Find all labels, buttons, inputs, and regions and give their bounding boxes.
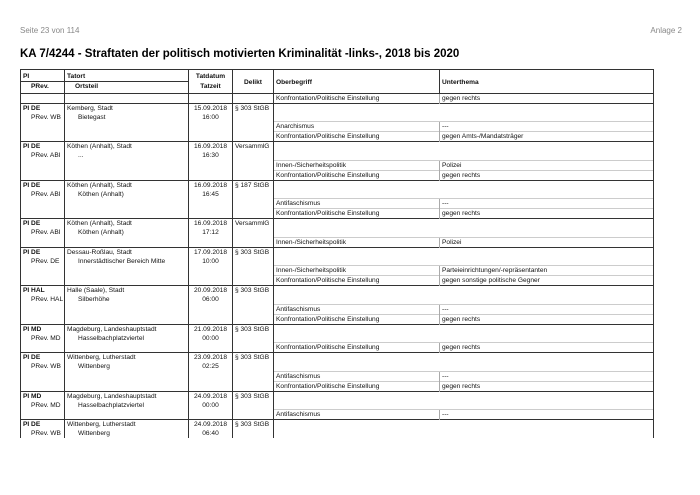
tatort-cell: Magdeburg, Landeshauptstadt [65, 324, 189, 334]
empty-cell [189, 160, 233, 170]
empty-cell [233, 266, 274, 276]
table-row [21, 160, 654, 170]
tatzeit-cell: 16:30 [189, 151, 233, 160]
table-row [21, 324, 654, 334]
col-header-oberbegriff: Oberbegriff [274, 70, 440, 94]
oberbegriff-cell: Antifaschismus [274, 199, 440, 209]
empty-cell [233, 170, 274, 180]
empty-cell [233, 304, 274, 314]
ortsteil-cell: Köthen (Anhalt) [65, 228, 189, 237]
empty-cell [440, 429, 654, 438]
empty-cell [274, 142, 440, 152]
tatort-cell: Köthen (Anhalt), Stadt [65, 180, 189, 190]
empty-cell [233, 228, 274, 237]
table-row [21, 142, 654, 152]
empty-cell [274, 286, 440, 296]
empty-cell [65, 276, 189, 286]
empty-cell [440, 362, 654, 371]
tatdatum-cell: 23.09.2018 [189, 353, 233, 363]
tatzeit-cell: 00:00 [189, 334, 233, 343]
empty-cell [189, 199, 233, 209]
pi-cell: PI HAL [21, 286, 65, 296]
page-number: Seite 23 von 114 [20, 26, 80, 35]
prev-cell: PRev. HAL [21, 295, 65, 304]
empty-cell [21, 237, 65, 247]
delikt-cell: VersammlG [233, 219, 274, 229]
empty-cell [189, 170, 233, 180]
ortsteil-cell: Bietegast [65, 113, 189, 122]
table-row [21, 334, 654, 343]
pi-cell: PI DE [21, 180, 65, 190]
empty-cell [21, 93, 65, 103]
oberbegriff-cell: Konfrontation/Politische Einstellung [274, 170, 440, 180]
empty-cell [65, 266, 189, 276]
empty-cell [189, 266, 233, 276]
oberbegriff-cell: Innen-/Sicherheitspolitik [274, 160, 440, 170]
table-row [21, 113, 654, 122]
table-row [21, 103, 654, 113]
empty-cell [440, 334, 654, 343]
table-row [21, 391, 654, 401]
delikt-cell: VersammlG [233, 142, 274, 152]
tatdatum-cell: 16.09.2018 [189, 142, 233, 152]
delikt-cell: § 303 StGB [233, 391, 274, 401]
oberbegriff-cell: Konfrontation/Politische Einstellung [274, 381, 440, 391]
empty-cell [274, 334, 440, 343]
empty-cell [233, 132, 274, 142]
empty-cell [233, 199, 274, 209]
table-row [21, 286, 654, 296]
empty-cell [21, 170, 65, 180]
empty-cell [65, 381, 189, 391]
empty-cell [65, 122, 189, 132]
tatort-cell: Köthen (Anhalt), Stadt [65, 142, 189, 152]
table-row [21, 276, 654, 286]
pi-cell: PI DE [21, 353, 65, 363]
unterthema-cell: Parteieinrichtungen/-repräsentanten [440, 266, 654, 276]
col-header-tatdatum: Tatdatum [189, 70, 233, 82]
delikt-cell: § 303 StGB [233, 324, 274, 334]
prev-cell: PRev. ABI [21, 151, 65, 160]
delikt-cell: § 303 StGB [233, 286, 274, 296]
unterthema-cell: gegen Amts-/Mandatsträger [440, 132, 654, 142]
unterthema-cell: Polizei [440, 160, 654, 170]
empty-cell [440, 247, 654, 257]
empty-cell [274, 103, 440, 113]
empty-cell [274, 190, 440, 199]
col-header-unterthema: Unterthema [440, 70, 654, 94]
tatort-cell: Dessau-Roßlau, Stadt [65, 247, 189, 257]
empty-cell [189, 304, 233, 314]
oberbegriff-cell: Innen-/Sicherheitspolitik [274, 266, 440, 276]
empty-cell [21, 122, 65, 132]
ortsteil-cell: ... [65, 151, 189, 160]
empty-cell [233, 429, 274, 438]
unterthema-cell: --- [440, 371, 654, 381]
empty-cell [274, 228, 440, 237]
table-row [21, 343, 654, 353]
empty-cell [21, 132, 65, 142]
empty-cell [65, 410, 189, 420]
empty-cell [21, 199, 65, 209]
empty-cell [233, 410, 274, 420]
unterthema-cell: --- [440, 304, 654, 314]
col-header-ortsteil: Ortsteil [65, 82, 189, 94]
table-row [21, 209, 654, 219]
empty-cell [274, 295, 440, 304]
empty-cell [65, 343, 189, 353]
empty-cell [274, 247, 440, 257]
table-row [21, 353, 654, 363]
empty-cell [233, 362, 274, 371]
tatort-cell: Kemberg, Stadt [65, 103, 189, 113]
empty-cell [440, 401, 654, 410]
tatdatum-cell: 15.09.2018 [189, 103, 233, 113]
table-body [21, 93, 654, 438]
col-header-pi: PI [21, 70, 65, 82]
empty-cell [440, 113, 654, 122]
empty-cell [65, 237, 189, 247]
empty-cell [440, 257, 654, 266]
empty-cell [189, 314, 233, 324]
table-row [21, 247, 654, 257]
empty-cell [440, 353, 654, 363]
table-row [21, 93, 654, 103]
col-header-delikt: Delikt [233, 70, 274, 94]
tatzeit-cell: 02:25 [189, 362, 233, 371]
table-row [21, 429, 654, 438]
empty-cell [189, 410, 233, 420]
tatdatum-cell: 16.09.2018 [189, 180, 233, 190]
empty-cell [440, 190, 654, 199]
unterthema-cell: Polizei [440, 237, 654, 247]
table-row [21, 371, 654, 381]
table-row [21, 266, 654, 276]
oberbegriff-cell: Antifaschismus [274, 371, 440, 381]
empty-cell [65, 209, 189, 219]
empty-cell [189, 132, 233, 142]
document-title: KA 7/4244 - Straftaten der politisch motivierten Kriminalität -links-, 2018 bis 2020 [20, 48, 460, 60]
empty-cell [189, 122, 233, 132]
unterthema-cell: gegen sonstige politische Gegner [440, 276, 654, 286]
prev-cell: PRev. ABI [21, 190, 65, 199]
table-row [21, 257, 654, 266]
pi-cell: PI DE [21, 142, 65, 152]
table-row [21, 132, 654, 142]
oberbegriff-cell: Konfrontation/Politische Einstellung [274, 209, 440, 219]
oberbegriff-cell: Konfrontation/Politische Einstellung [274, 132, 440, 142]
oberbegriff-cell: Antifaschismus [274, 304, 440, 314]
crime-table [20, 69, 654, 438]
empty-cell [233, 209, 274, 219]
unterthema-cell: gegen rechts [440, 381, 654, 391]
empty-cell [189, 343, 233, 353]
empty-cell [21, 343, 65, 353]
unterthema-cell: gegen rechts [440, 343, 654, 353]
empty-cell [233, 151, 274, 160]
table-row [21, 314, 654, 324]
tatzeit-cell: 16:45 [189, 190, 233, 199]
delikt-cell: § 303 StGB [233, 353, 274, 363]
empty-cell [233, 295, 274, 304]
oberbegriff-cell: Konfrontation/Politische Einstellung [274, 314, 440, 324]
empty-cell [65, 314, 189, 324]
tatzeit-cell: 06:00 [189, 295, 233, 304]
tatort-cell: Wittenberg, Lutherstadt [65, 420, 189, 430]
empty-cell [233, 276, 274, 286]
empty-cell [274, 113, 440, 122]
empty-cell [189, 93, 233, 103]
empty-cell [440, 420, 654, 430]
empty-cell [233, 113, 274, 122]
ortsteil-cell: Silberhöhe [65, 295, 189, 304]
empty-cell [274, 401, 440, 410]
empty-cell [233, 334, 274, 343]
empty-cell [274, 257, 440, 266]
oberbegriff-cell: Anarchismus [274, 122, 440, 132]
empty-cell [233, 401, 274, 410]
tatort-cell: Köthen (Anhalt), Stadt [65, 219, 189, 229]
empty-cell [65, 304, 189, 314]
empty-cell [440, 219, 654, 229]
tatzeit-cell: 06:40 [189, 429, 233, 438]
empty-cell [21, 160, 65, 170]
empty-cell [233, 190, 274, 199]
table-row [21, 362, 654, 371]
empty-cell [274, 391, 440, 401]
empty-cell [274, 219, 440, 229]
empty-cell [274, 151, 440, 160]
tatzeit-cell: 10:00 [189, 257, 233, 266]
ortsteil-cell: Wittenberg [65, 362, 189, 371]
tatdatum-cell: 20.09.2018 [189, 286, 233, 296]
oberbegriff-cell: Antifaschismus [274, 410, 440, 420]
unterthema-cell: gegen rechts [440, 170, 654, 180]
pi-cell: PI DE [21, 420, 65, 430]
empty-cell [233, 257, 274, 266]
empty-cell [189, 209, 233, 219]
tatdatum-cell: 24.09.2018 [189, 420, 233, 430]
tatzeit-cell: 00:00 [189, 401, 233, 410]
empty-cell [65, 93, 189, 103]
empty-cell [21, 314, 65, 324]
empty-cell [233, 371, 274, 381]
empty-cell [189, 237, 233, 247]
prev-cell: PRev. WB [21, 362, 65, 371]
empty-cell [21, 209, 65, 219]
empty-cell [233, 93, 274, 103]
empty-cell [440, 180, 654, 190]
col-header-tatort: Tatort [65, 70, 189, 82]
table-row [21, 381, 654, 391]
empty-cell [233, 314, 274, 324]
tatdatum-cell: 16.09.2018 [189, 219, 233, 229]
tatzeit-cell: 17:12 [189, 228, 233, 237]
oberbegriff-cell: Konfrontation/Politische Einstellung [274, 343, 440, 353]
unterthema-cell: --- [440, 122, 654, 132]
empty-cell [440, 324, 654, 334]
empty-cell [65, 371, 189, 381]
empty-cell [189, 381, 233, 391]
prev-cell: PRev. WB [21, 113, 65, 122]
table-row [21, 420, 654, 430]
pi-cell: PI MD [21, 324, 65, 334]
table-row [21, 295, 654, 304]
ortsteil-cell: Wittenberg [65, 429, 189, 438]
table-row [21, 170, 654, 180]
table-row [21, 199, 654, 209]
ortsteil-cell: Innerstädtischer Bereich Mitte [65, 257, 189, 266]
unterthema-cell: gegen rechts [440, 314, 654, 324]
oberbegriff-cell: Konfrontation/Politische Einstellung [274, 93, 440, 103]
empty-cell [65, 199, 189, 209]
oberbegriff-cell: Innen-/Sicherheitspolitik [274, 237, 440, 247]
empty-cell [189, 371, 233, 381]
prev-cell: PRev. MD [21, 401, 65, 410]
empty-cell [65, 160, 189, 170]
empty-cell [65, 132, 189, 142]
pi-cell: PI DE [21, 247, 65, 257]
table-row [21, 237, 654, 247]
table-row [21, 410, 654, 420]
tatdatum-cell: 21.09.2018 [189, 324, 233, 334]
empty-cell [274, 429, 440, 438]
empty-cell [440, 286, 654, 296]
pi-cell: PI DE [21, 103, 65, 113]
table-row [21, 228, 654, 237]
tatort-cell: Wittenberg, Lutherstadt [65, 353, 189, 363]
attachment-label: Anlage 2 [650, 26, 682, 35]
empty-cell [21, 371, 65, 381]
empty-cell [233, 122, 274, 132]
empty-cell [274, 324, 440, 334]
table-row [21, 401, 654, 410]
empty-cell [21, 304, 65, 314]
empty-cell [440, 295, 654, 304]
tatort-cell: Halle (Saale), Stadt [65, 286, 189, 296]
table-row [21, 190, 654, 199]
prev-cell: PRev. WB [21, 429, 65, 438]
prev-cell: PRev. MD [21, 334, 65, 343]
table-row [21, 122, 654, 132]
empty-cell [274, 353, 440, 363]
delikt-cell: § 303 StGB [233, 247, 274, 257]
delikt-cell: § 303 StGB [233, 420, 274, 430]
unterthema-cell: --- [440, 199, 654, 209]
empty-cell [274, 420, 440, 430]
empty-cell [233, 381, 274, 391]
tatdatum-cell: 17.09.2018 [189, 247, 233, 257]
tatzeit-cell: 16:00 [189, 113, 233, 122]
table-row [21, 151, 654, 160]
empty-cell [274, 362, 440, 371]
empty-cell [21, 266, 65, 276]
col-header-prev: PRev. [21, 82, 65, 94]
empty-cell [233, 343, 274, 353]
empty-cell [440, 103, 654, 113]
empty-cell [440, 142, 654, 152]
table-row [21, 304, 654, 314]
empty-cell [440, 151, 654, 160]
empty-cell [65, 170, 189, 180]
empty-cell [440, 228, 654, 237]
prev-cell: PRev. DE [21, 257, 65, 266]
prev-cell: PRev. ABI [21, 228, 65, 237]
col-header-tatzeit: Tatzeit [189, 82, 233, 94]
pi-cell: PI MD [21, 391, 65, 401]
delikt-cell: § 187 StGB [233, 180, 274, 190]
ortsteil-cell: Hasselbachplatzviertel [65, 401, 189, 410]
pi-cell: PI DE [21, 219, 65, 229]
empty-cell [274, 180, 440, 190]
tatort-cell: Magdeburg, Landeshauptstadt [65, 391, 189, 401]
oberbegriff-cell: Konfrontation/Politische Einstellung [274, 276, 440, 286]
empty-cell [21, 276, 65, 286]
empty-cell [233, 237, 274, 247]
empty-cell [233, 160, 274, 170]
unterthema-cell: --- [440, 410, 654, 420]
table-row [21, 219, 654, 229]
empty-cell [21, 381, 65, 391]
unterthema-cell: gegen rechts [440, 93, 654, 103]
empty-cell [21, 410, 65, 420]
unterthema-cell: gegen rechts [440, 209, 654, 219]
empty-cell [440, 391, 654, 401]
delikt-cell: § 303 StGB [233, 103, 274, 113]
tatdatum-cell: 24.09.2018 [189, 391, 233, 401]
table-row [21, 180, 654, 190]
ortsteil-cell: Hasselbachplatzviertel [65, 334, 189, 343]
ortsteil-cell: Köthen (Anhalt) [65, 190, 189, 199]
empty-cell [189, 276, 233, 286]
